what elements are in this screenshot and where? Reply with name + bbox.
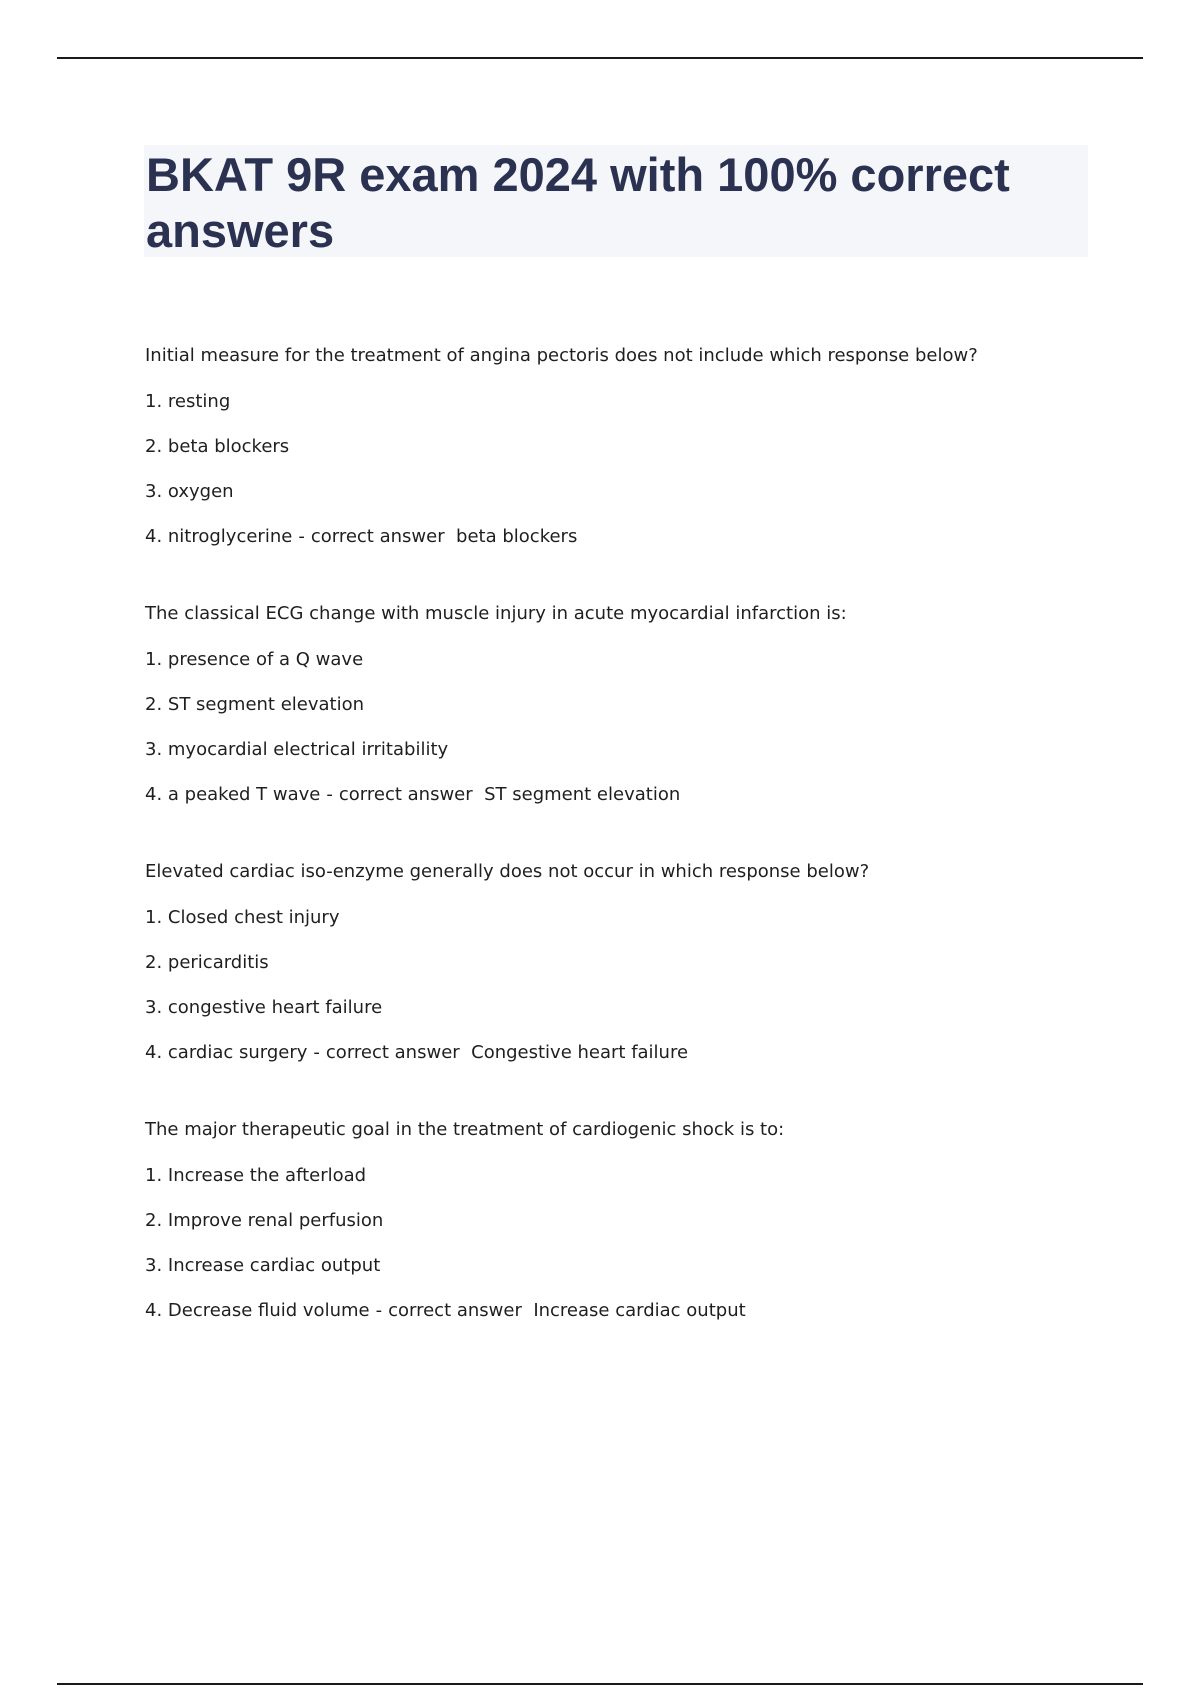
answer-option: 2. Improve renal perfusion <box>145 1210 384 1231</box>
header-rule <box>57 57 1143 59</box>
answer-option-with-answer <box>145 1042 1095 1064</box>
answer-option: 1. Closed chest injury <box>145 907 340 928</box>
answer-option: 4. Decrease fluid volume <box>145 1300 370 1321</box>
separator: - <box>298 526 305 547</box>
footer-rule <box>57 1683 1143 1685</box>
title-block <box>144 145 1088 257</box>
answer-option: 4. cardiac surgery <box>145 1042 308 1063</box>
answer-option: 1. presence of a Q wave <box>145 649 364 670</box>
answer-label: correct answer <box>310 526 445 547</box>
correct-answer: Increase cardiac output <box>533 1300 746 1321</box>
answer-option-with-answer <box>145 1300 1095 1322</box>
answer-option: 1. Increase the afterload <box>145 1165 367 1186</box>
correct-answer: ST segment elevation <box>484 784 681 805</box>
question-item <box>145 1119 1095 1322</box>
question-text: Initial measure for the treatment of angina pectoris does not include which response below? <box>145 345 978 366</box>
answer-label: correct answer <box>388 1300 522 1321</box>
correct-answer: beta blockers <box>456 526 578 547</box>
answer-option-with-answer <box>145 526 1095 548</box>
question-text: The major therapeutic goal in the treatment of cardiogenic shock is to: <box>145 1119 785 1140</box>
question-item <box>145 861 1095 1064</box>
question-list <box>145 345 1095 1322</box>
answer-option: 1. resting <box>145 391 231 412</box>
document-title: BKAT 9R exam 2024 with 100% correct answers <box>146 148 1010 257</box>
answer-option: 2. ST segment elevation <box>145 694 365 715</box>
question-text: Elevated cardiac iso-enzyme generally does not occur in which response below? <box>145 861 870 882</box>
separator: - <box>326 784 333 805</box>
answer-option: 3. myocardial electrical irritability <box>145 739 449 760</box>
separator: - <box>375 1300 383 1321</box>
answer-option: 3. oxygen <box>145 481 234 502</box>
answer-label: correct answer <box>325 1042 460 1063</box>
answer-label: correct answer <box>338 784 473 805</box>
question-text: The classical ECG change with muscle injury in acute myocardial infarction is: <box>145 603 847 624</box>
answer-option: 4. a peaked T wave <box>145 784 321 805</box>
correct-answer: Congestive heart failure <box>471 1042 689 1063</box>
answer-option-with-answer <box>145 784 1095 806</box>
answer-option: 4. nitroglycerine <box>145 526 293 547</box>
question-item <box>145 603 1095 806</box>
question-item <box>145 345 1095 548</box>
answer-option: 2. pericarditis <box>145 952 269 973</box>
answer-option: 2. beta blockers <box>145 436 290 457</box>
answer-option: 3. Increase cardiac output <box>145 1255 381 1276</box>
separator: - <box>313 1042 320 1063</box>
answer-option: 3. congestive heart failure <box>145 997 383 1018</box>
